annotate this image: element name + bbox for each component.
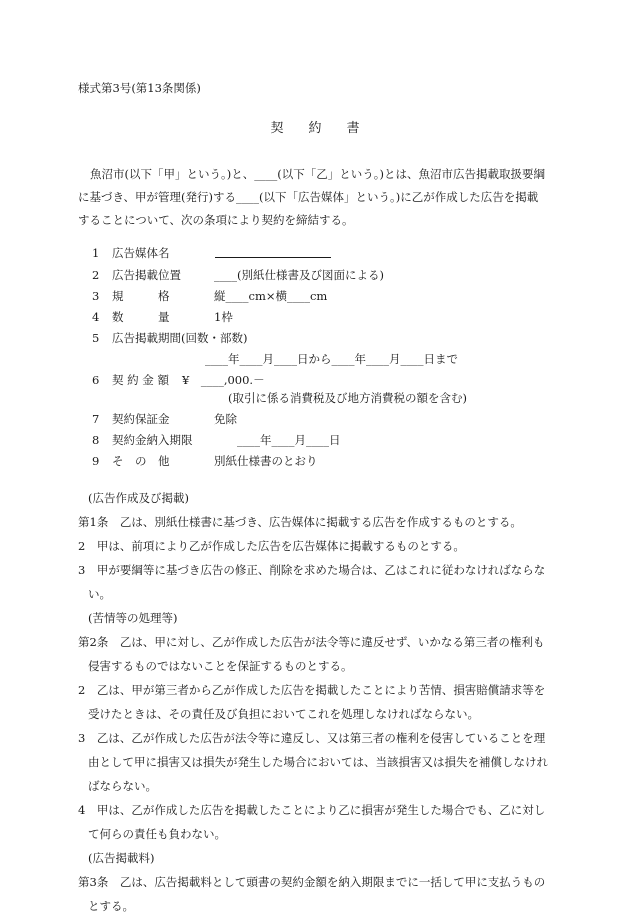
item-number: 7 <box>92 412 100 426</box>
document-title: 契約書 <box>270 121 385 136</box>
item-number: 1 <box>92 246 100 260</box>
article-paragraph: 2 甲は、前項により乙が作成した広告を広告媒体に掲載するものとする。 <box>78 539 465 553</box>
item-label: 規 格 <box>112 289 170 303</box>
article-heading: (苦情等の処理等) <box>88 611 178 625</box>
item-value: ____(別紙仕様書及び図面による) <box>214 268 384 282</box>
article-heading: (広告掲載料) <box>88 851 155 865</box>
item-value: 1枠 <box>214 310 233 324</box>
article-paragraph: 3 乙は、乙が作成した広告が法令等に違反し、又は第三者の権利を侵害していることを理由として甲に損害又は損失が発生した場合においては、当該損害又は損失を補償しなければならない。 <box>78 731 548 793</box>
article-paragraph: 第3条 乙は、広告掲載料として頭書の契約金額を納入期限までに一括して甲に支払うものとする。 <box>78 875 546 913</box>
article-paragraph: 第2条 乙は、甲に対し、乙が作成した広告が法令等に違反せず、いかなる第三者の権利も侵害するものではないことを保証するものとする。 <box>78 635 545 673</box>
item-value: (取引に係る消費税及び地方消費税の額を含む) <box>228 391 467 405</box>
item-value: 縦____cm×横____cm <box>214 289 328 303</box>
item-number: 5 <box>92 331 100 345</box>
item-5-period <box>205 351 458 367</box>
article-paragraph: 2 乙は、甲が第三者から乙が作成した広告を掲載したことにより苦情、損害賠償請求等を受けたときは、その責任及び負担においてこれを処理しなければならない。 <box>78 683 546 721</box>
form-number: 様式第3号(第13条関係) <box>78 81 201 95</box>
intro-paragraph: 魚沼市(以下「甲」という。)と、____(以下「乙」という。)とは、魚沼市広告掲載取扱要綱に基づき、甲が管理(発行)する____(以下「広告媒体」という。)に乙が作成した広告を掲載することについて、次の条項により契約を締結する。 <box>78 167 545 227</box>
item-label: 契約金納入期限 <box>112 433 193 447</box>
article-paragraph: 4 甲は、乙が作成した広告を掲載したことにより乙に損害が発生した場合でも、乙に対して何らの責任も負わない。 <box>78 803 546 841</box>
item-value: 別紙仕様書のとおり <box>214 454 318 468</box>
item-label: 数 量 <box>112 310 170 324</box>
item-number: 2 <box>92 268 100 282</box>
item-value: ____年____月____日 <box>237 433 341 447</box>
item-number: 8 <box>92 433 100 447</box>
item-value: ¥ ____,000.－ <box>182 373 265 387</box>
article-section <box>78 486 548 918</box>
item-number: 4 <box>92 310 100 324</box>
item-value <box>214 245 332 262</box>
item-value: ____年____月____日から____年____月____日まで <box>205 352 458 366</box>
item-number: 3 <box>92 289 100 303</box>
item-6-note <box>228 390 467 406</box>
item-label: 広告掲載位置 <box>112 268 181 282</box>
article-heading: (広告作成及び掲載) <box>88 491 189 505</box>
item-number: 6 <box>92 373 100 387</box>
item-number: 9 <box>92 454 100 468</box>
item-label: そ の 他 <box>112 454 170 468</box>
blank-line <box>215 245 331 258</box>
article-paragraph: 3 甲が要綱等に基づき広告の修正、削除を求めた場合は、乙はこれに従わなければならない。 <box>78 563 546 601</box>
item-label: 契 約 金 額 <box>112 373 169 387</box>
article-paragraph: 第1条 乙は、別紙仕様書に基づき、広告媒体に掲載する広告を作成するものとする。 <box>78 515 522 529</box>
item-label: 広告掲載期間(回数・部数) <box>112 331 248 345</box>
item-label: 広告媒体名 <box>112 246 170 260</box>
item-label: 契約保証金 <box>112 412 170 426</box>
item-value: 免除 <box>214 412 237 426</box>
